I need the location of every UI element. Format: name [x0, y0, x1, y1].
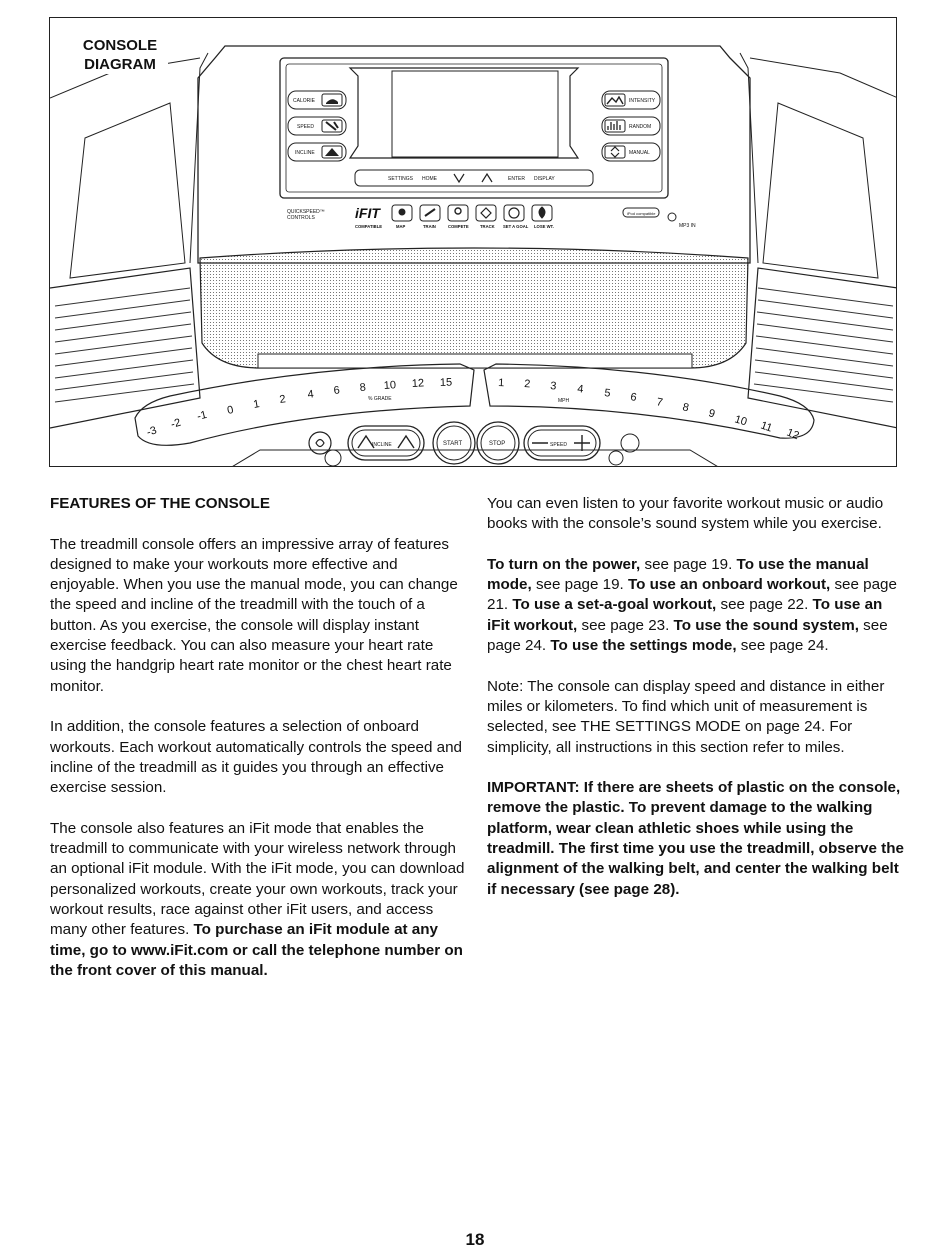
- speed-tick: 2: [523, 378, 531, 391]
- ref-manual-mode-page: see page 19.: [531, 576, 628, 594]
- diagram-title-line2: DIAGRAM: [84, 56, 156, 73]
- incline-tick: 12: [411, 377, 425, 390]
- stop-button-text: STOP: [489, 441, 506, 447]
- incline-button-text: INCLINE: [372, 442, 392, 448]
- left-button-labels: [293, 98, 316, 156]
- speed-tick: 3: [549, 380, 557, 393]
- incline-button-label: INCLINE: [295, 150, 315, 156]
- incline-tick: 1: [252, 398, 261, 411]
- ref-sound-system: To use the sound system,: [673, 616, 859, 634]
- right-column: [487, 494, 905, 920]
- ifit-map-label: MAP: [396, 224, 406, 229]
- ref-set-a-goal: To use a set-a-goal workout,: [512, 596, 717, 614]
- quickspeed-label: QUICKSPEED™: [287, 209, 325, 215]
- important-note-text: IMPORTANT: If there are sheets of plastic on the console, remove the plastic. To prevent damage to the walking platform, wear clean athletic shoes while using the treadmill. The first time you use the treadmill, observe the alignment of the walking belt, and center the walking belt if necessary (see page 28).: [487, 779, 904, 898]
- speed-button-label: SPEED: [297, 124, 314, 130]
- speed-tick: 12: [784, 426, 801, 443]
- ifit-buttons: [392, 205, 552, 221]
- incline-tick: -3: [145, 424, 159, 439]
- ref-ifit-workout-page: see page 23.: [577, 616, 674, 634]
- incline-tick: 8: [359, 381, 367, 394]
- start-button-text: START: [443, 441, 463, 447]
- incline-tick: 15: [439, 376, 453, 389]
- ifit-paragraph: [50, 819, 468, 981]
- incline-tick: 4: [306, 388, 315, 401]
- ipod-label: iPod compatible: [627, 211, 656, 216]
- speed-tick: 8: [681, 401, 690, 415]
- quickspeed-controls-label: CONTROLS: [287, 215, 315, 221]
- nav-bar-labels: [388, 176, 555, 182]
- console-illustration: [50, 18, 897, 467]
- manual-button-label: MANUAL: [629, 150, 650, 156]
- incline-tick: -1: [195, 408, 209, 423]
- diagram-title-line1: CONSOLE: [82, 37, 158, 54]
- speed-button-text: SPEED: [550, 442, 567, 448]
- enter-label: ENTER: [508, 176, 525, 182]
- ref-settings-mode-page: see page 24.: [736, 637, 829, 655]
- display-label: DISPLAY: [534, 176, 555, 182]
- mp3-label: MP3 IN: [679, 223, 696, 229]
- speed-tick: 4: [576, 383, 585, 396]
- intro-paragraph: The treadmill console offers an impressive array of features designed to make your workouts more effective and enjoyable. When you use the manual mode, you can change the speed and incline of the treadmill with the touch of a button. As you exercise, the console will display instant exercise feedback. You can also measure your heart rate using the handgrip heart rate monitor or the chest heart rate monitor.: [50, 535, 458, 695]
- ref-manual-mode: To use the manual mode,: [487, 555, 869, 594]
- ifit-compete-label: COMPETE: [448, 224, 469, 229]
- ref-power-page: see page 19.: [640, 555, 737, 573]
- ifit-track-label: TRACK: [480, 224, 495, 229]
- speed-tick: 7: [655, 396, 664, 410]
- random-button-label: RANDOM: [629, 124, 652, 130]
- section-heading: FEATURES OF THE CONSOLE: [50, 495, 270, 512]
- bottom-button-cluster: [309, 422, 639, 466]
- sound-system-paragraph: You can even listen to your favorite workout music or audio books with the console’s sound system while you exercise.: [487, 495, 884, 533]
- ref-settings-mode: To use the settings mode,: [550, 637, 737, 655]
- ifit-train-label: TRAIN: [423, 224, 436, 229]
- speed-tick: 5: [603, 387, 612, 400]
- incline-tick: 6: [333, 384, 341, 397]
- incline-caption: % GRADE: [368, 396, 392, 402]
- important-note: [487, 778, 905, 900]
- page-references-paragraph: [487, 555, 905, 656]
- ref-sound-system-page: see page 24.: [487, 616, 888, 655]
- settings-label: SETTINGS: [388, 176, 414, 182]
- ifit-lose-weight-label: LOSE WT.: [534, 224, 554, 229]
- speed-tick: 6: [629, 391, 638, 404]
- ref-onboard-workout: To use an onboard workout,: [628, 576, 831, 594]
- speed-caption: MPH: [558, 398, 570, 404]
- ref-set-a-goal-page: see page 22.: [716, 596, 813, 614]
- left-column: [50, 494, 468, 1001]
- ifit-compatible-label: COMPATIBLE: [355, 224, 383, 229]
- ifit-set-a-goal-label: SET A GOAL: [503, 224, 529, 229]
- ref-ifit-workout: To use an iFit workout,: [487, 596, 883, 634]
- speed-tick: 10: [733, 413, 749, 429]
- ifit-purchase-note: To purchase an iFit module at any time, go to www.iFit.com or call the telephone number on the front cover of this manual.: [50, 921, 463, 979]
- units-note: Note: The console can display speed and distance in either miles or kilometers. To find which unit of measurement is selected, see THE SETTINGS MODE on page 24. For simplicity, all instructions in this section refer to miles.: [487, 677, 885, 756]
- home-label: HOME: [422, 176, 437, 182]
- ref-power: To turn on the power,: [487, 555, 641, 573]
- incline-tick: 10: [383, 379, 397, 392]
- ifit-logo: iFIT: [355, 205, 380, 221]
- speed-tick: 1: [497, 377, 505, 390]
- ifit-paragraph-text: The console also features an iFit mode that enables the treadmill to communicate with your wireless network through an optional iFit module. With the iFit mode, you can download personalized workouts, create your own workouts, track your workout results, race against other iFit users, and access many other features.: [50, 819, 465, 939]
- incline-tick: -2: [169, 416, 183, 431]
- ref-onboard-workout-page: see page 21.: [487, 576, 897, 614]
- intensity-button-label: INTENSITY: [629, 98, 656, 104]
- page-number: 18: [465, 1230, 485, 1249]
- speed-tick: 11: [759, 419, 774, 435]
- incline-tick: 2: [278, 393, 287, 406]
- left-vent: [55, 288, 194, 402]
- right-vent: [754, 288, 893, 402]
- speed-tick: 9: [707, 407, 717, 421]
- incline-tick: 0: [226, 403, 235, 417]
- diagram-title: [72, 36, 168, 74]
- console-diagram: [49, 17, 897, 467]
- ifit-button-labels: [355, 224, 554, 229]
- calorie-button-label: CALORIE: [293, 98, 315, 104]
- right-button-labels: [629, 98, 656, 156]
- workouts-paragraph: In addition, the console features a selection of onboard workouts. Each workout automatically controls the speed and incline of the treadmill as it guides you through an effective exercise session.: [50, 718, 462, 797]
